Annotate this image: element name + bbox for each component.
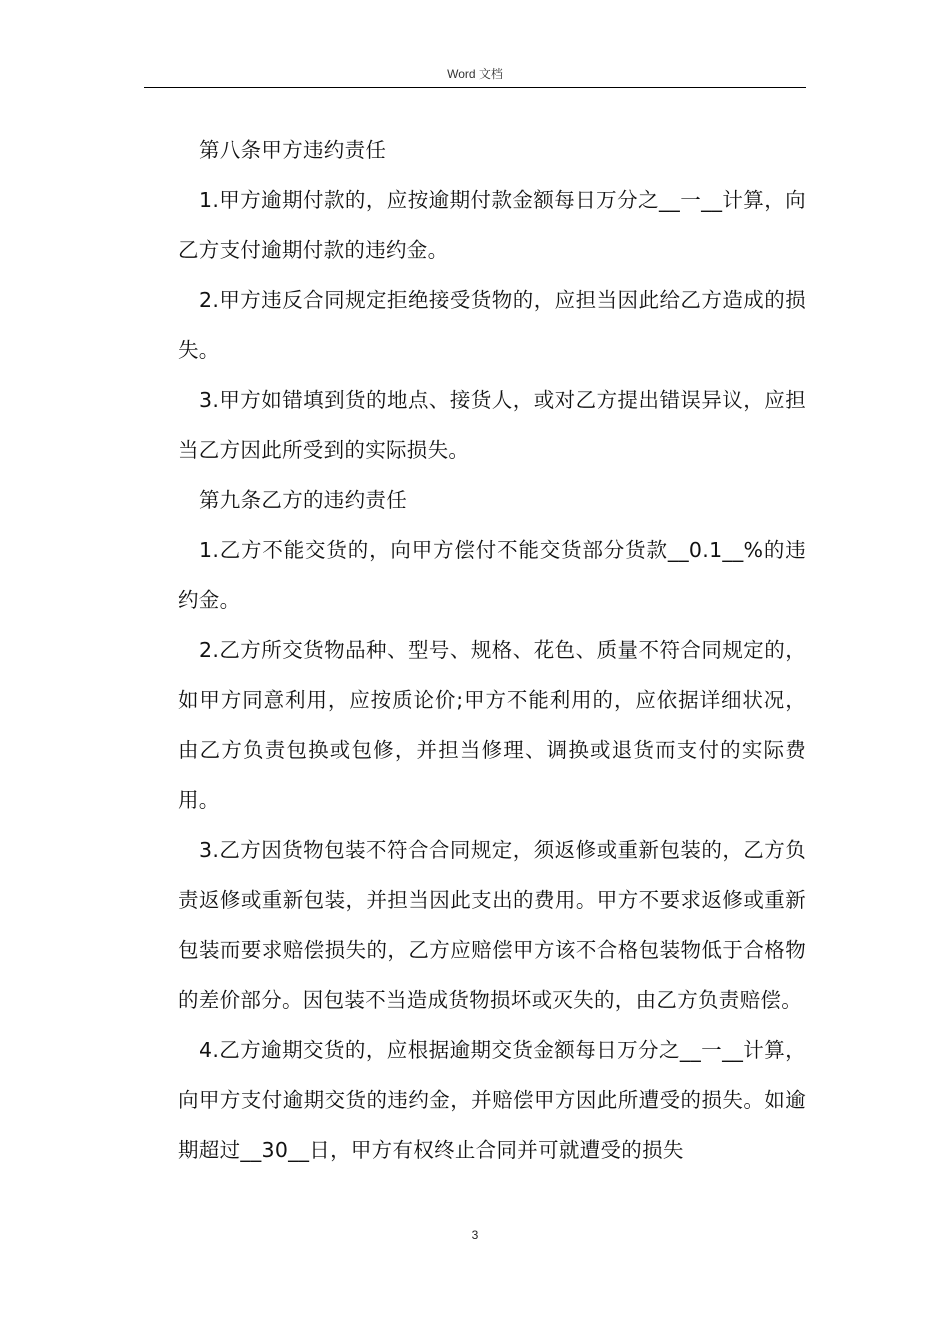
- article-8-clause-1: 1.甲方逾期付款的，应按逾期付款金额每日万分之__一__计算，向乙方支付逾期付款的违约金。: [178, 188, 806, 262]
- article-8-clause-3: 3.甲方如错填到货的地点、接货人，或对乙方提出错误异议，应担当乙方因此所受到的实际损失。: [178, 388, 806, 462]
- page-number: 3: [471, 1228, 479, 1242]
- document-body: [178, 125, 806, 1175]
- article-9-clause-3: 3.乙方因货物包装不符合合同规定，须返修或重新包装的，乙方负责返修或重新包装，并担当因此支出的费用。甲方不要求返修或重新包装而要求赔偿损失的，乙方应赔偿甲方该不合格包装物低于合格物的差价部分。因包装不当造成货物损坏或灭失的，由乙方负责赔偿。: [178, 838, 806, 1012]
- header-divider: [144, 87, 806, 88]
- article-8-clause-2: 2.甲方违反合同规定拒绝接受货物的，应担当因此给乙方造成的损失。: [178, 288, 806, 362]
- article-9-clause-4: 4.乙方逾期交货的，应根据逾期交货金额每日万分之__一__计算，向甲方支付逾期交货的违约金，并赔偿甲方因此所遭受的损失。如逾期超过__30__日，甲方有权终止合同并可就遭受的损失: [178, 1038, 806, 1162]
- article-9-heading: 第九条乙方的违约责任: [199, 488, 407, 512]
- article-9-clause-1: 1.乙方不能交货的，向甲方偿付不能交货部分货款__0.1__%的违约金。: [178, 538, 806, 612]
- article-9-clause-2: 2.乙方所交货物品种、型号、规格、花色、质量不符合同规定的，如甲方同意利用，应按质论价;甲方不能利用的，应依据详细状况，由乙方负责包换或包修，并担当修理、调换或退货而支付的实际费用。: [178, 638, 806, 812]
- article-8-heading: 第八条甲方违约责任: [199, 138, 387, 162]
- page-header-label: Word 文档: [447, 67, 503, 81]
